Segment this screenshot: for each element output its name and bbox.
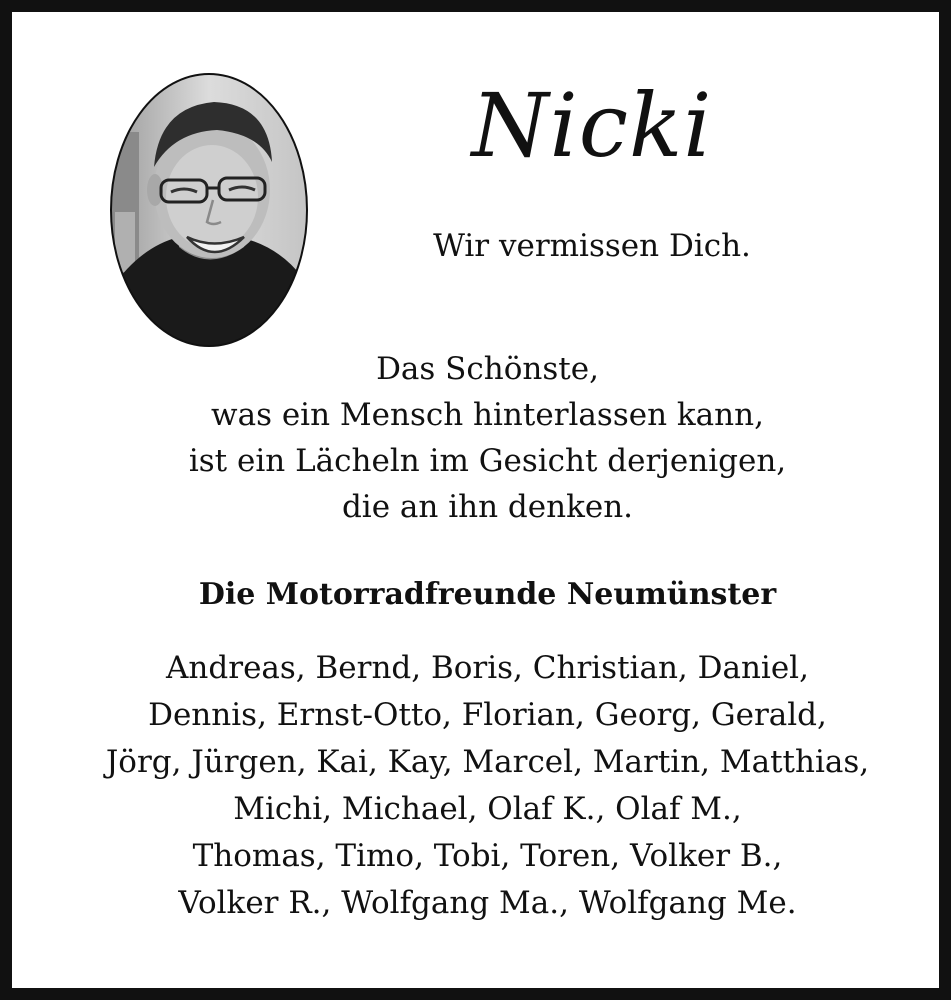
- group-name: Die Motorradfreunde Neumünster: [198, 577, 777, 612]
- quote-line: Das Schönste,: [376, 351, 599, 387]
- names-line: Jörg, Jürgen, Kai, Kay, Marcel, Martin, Matthias,: [105, 744, 870, 780]
- subtitle: Wir vermissen Dich.: [433, 228, 751, 264]
- quote-line: ist ein Lächeln im Gesicht derjenigen,: [188, 443, 787, 479]
- quote: [112, 346, 863, 530]
- names-line: Volker R., Wolfgang Ma., Wolfgang Me.: [178, 885, 797, 921]
- deceased-name: Nicki: [471, 74, 713, 177]
- names-line: Michi, Michael, Olaf K., Olaf M.,: [233, 791, 742, 827]
- quote-line: was ein Mensch hinterlassen kann,: [211, 397, 764, 433]
- portrait-photo: [109, 72, 309, 348]
- names-line: Andreas, Bernd, Boris, Christian, Daniel,: [166, 650, 809, 686]
- member-names: [52, 645, 923, 927]
- names-line: Dennis, Ernst-Otto, Florian, Georg, Gerald,: [148, 697, 827, 733]
- quote-line: die an ihn denken.: [341, 489, 634, 525]
- names-line: Thomas, Timo, Tobi, Toren, Volker B.,: [192, 838, 783, 874]
